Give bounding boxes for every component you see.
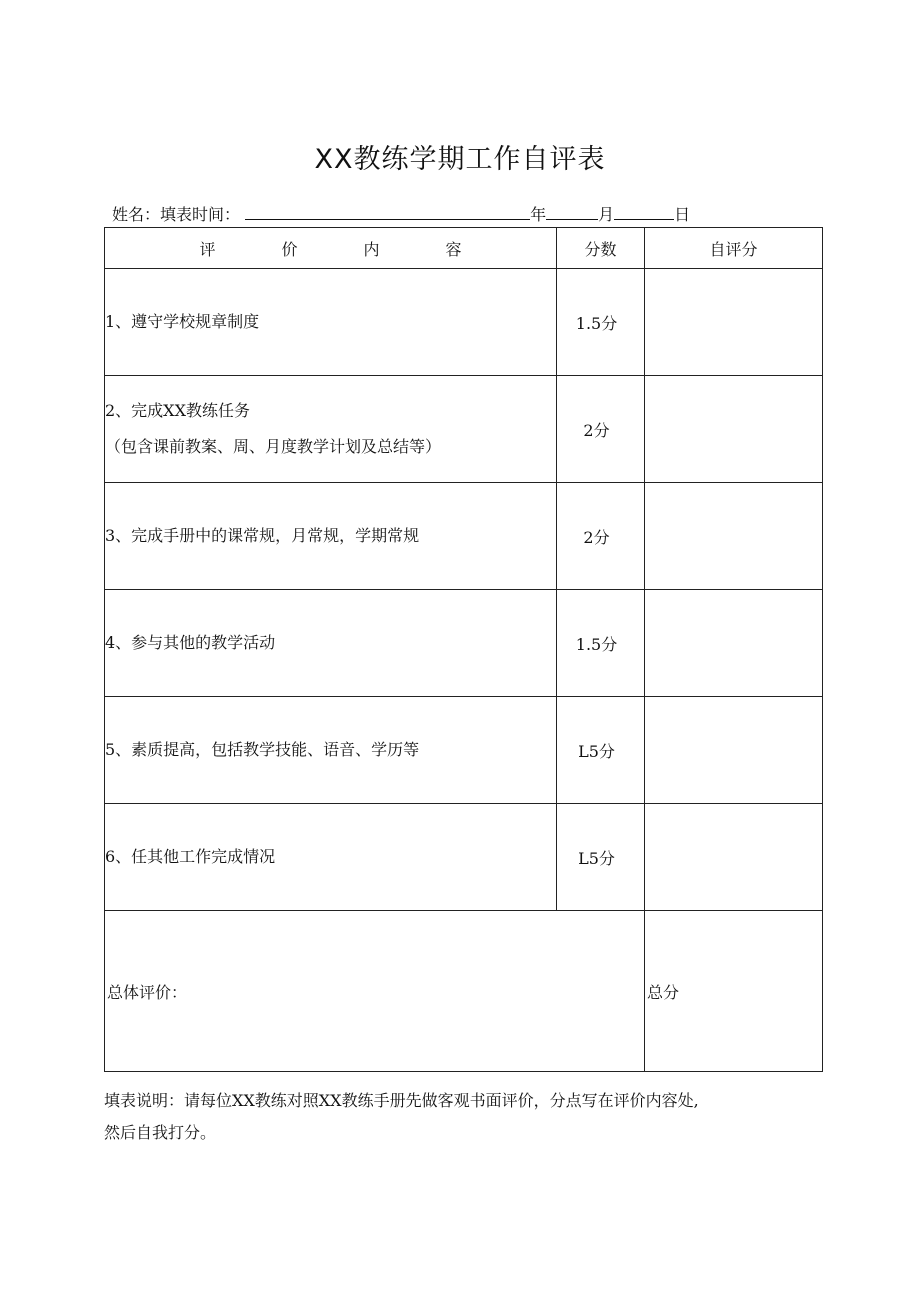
item-cell bbox=[105, 269, 557, 376]
score-cell: 1.5分 bbox=[557, 590, 645, 697]
item-text: 6、任其他工作完成情况 bbox=[105, 847, 276, 866]
item-cell bbox=[105, 697, 557, 804]
table-header-row bbox=[105, 228, 823, 269]
date-blank[interactable] bbox=[245, 203, 530, 220]
item-text: 4、参与其他的教学活动 bbox=[105, 633, 276, 652]
total-score-label: 总分 bbox=[647, 982, 680, 1002]
self-score-cell[interactable] bbox=[645, 697, 823, 804]
table-row bbox=[105, 804, 823, 911]
note-line: 填表说明：请每位XX教练对照XX教练手册先做客观书面评价，分点写在评价内容处, bbox=[104, 1091, 699, 1110]
page-title: XX教练学期工作自评表 bbox=[314, 144, 606, 175]
score-cell: 2分 bbox=[557, 483, 645, 590]
score-cell: 2分 bbox=[557, 376, 645, 483]
header-self-score: 自评分 bbox=[645, 228, 823, 269]
overall-evaluation-label: 总体评价： bbox=[107, 982, 188, 1002]
table-row bbox=[105, 269, 823, 376]
score-cell: L5分 bbox=[557, 804, 645, 911]
form-meta bbox=[112, 203, 690, 226]
self-score-cell[interactable] bbox=[645, 590, 823, 697]
day-blank[interactable] bbox=[614, 203, 674, 220]
table-row bbox=[105, 483, 823, 590]
month-blank[interactable] bbox=[546, 203, 598, 220]
item-text: 1、遵守学校规章制度 bbox=[105, 312, 260, 331]
header-score: 分数 bbox=[557, 228, 645, 269]
year-label: 年 bbox=[530, 205, 547, 224]
item-cell bbox=[105, 590, 557, 697]
table-row bbox=[105, 590, 823, 697]
item-text: 5、素质提高，包括教学技能、语音、学历等 bbox=[105, 740, 420, 759]
score-cell: 1.5分 bbox=[557, 269, 645, 376]
self-score-cell[interactable] bbox=[645, 269, 823, 376]
month-label: 月 bbox=[598, 205, 615, 224]
score-cell: L5分 bbox=[557, 697, 645, 804]
table-row bbox=[105, 697, 823, 804]
header-content bbox=[105, 228, 557, 269]
overall-evaluation-cell[interactable] bbox=[105, 911, 645, 1072]
header-char: 评 bbox=[199, 239, 216, 259]
self-score-cell[interactable] bbox=[645, 483, 823, 590]
item-cell bbox=[105, 376, 557, 483]
name-label: 姓名： bbox=[112, 205, 161, 224]
header-char: 价 bbox=[281, 239, 298, 259]
day-label: 日 bbox=[674, 205, 691, 224]
instructions-note bbox=[104, 1085, 824, 1149]
summary-row bbox=[105, 911, 823, 1072]
item-text: 2、完成XX教练任务 bbox=[105, 401, 250, 420]
total-score-cell[interactable] bbox=[645, 911, 823, 1072]
item-text: 3、完成手册中的课常规，月常规，学期常规 bbox=[105, 526, 420, 545]
self-score-cell[interactable] bbox=[645, 376, 823, 483]
evaluation-table bbox=[104, 227, 823, 1072]
item-cell bbox=[105, 483, 557, 590]
header-char: 容 bbox=[445, 239, 462, 259]
item-subtext: （包含课前教案、周、月度教学计划及总结等） bbox=[105, 437, 442, 456]
note-line: 然后自我打分。 bbox=[104, 1123, 217, 1142]
date-label: 填表时间： bbox=[160, 205, 241, 224]
item-cell bbox=[105, 804, 557, 911]
table-row bbox=[105, 376, 823, 483]
header-char: 内 bbox=[363, 239, 380, 259]
self-score-cell[interactable] bbox=[645, 804, 823, 911]
